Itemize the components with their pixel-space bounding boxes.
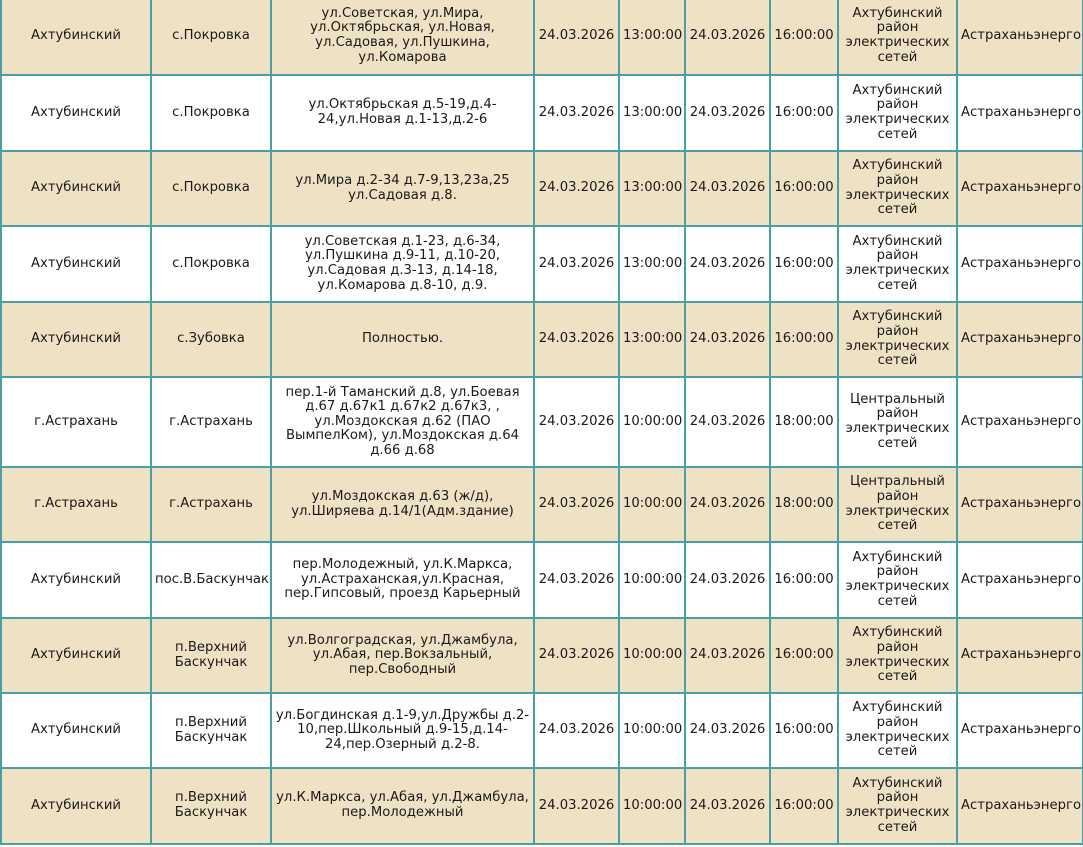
end-date-cell: 24.03.2026: [685, 467, 770, 542]
end-time-cell: 16:00:00: [770, 0, 838, 75]
district-cell: Ахтубинский: [1, 151, 151, 226]
district-cell: Ахтубинский: [1, 618, 151, 693]
settlement-cell: с.Покровка: [151, 151, 271, 226]
start-time-cell: 10:00:00: [619, 377, 685, 467]
settlement-cell: п.Верхний Баскунчак: [151, 618, 271, 693]
start-time-cell: 10:00:00: [619, 542, 685, 618]
network-district-cell: Ахтубинский район электрических сетей: [838, 693, 957, 768]
network-district-cell: Ахтубинский район электрических сетей: [838, 542, 957, 618]
start-time-cell: 10:00:00: [619, 693, 685, 768]
end-date-cell: 24.03.2026: [685, 618, 770, 693]
end-date-cell: 24.03.2026: [685, 693, 770, 768]
table-row: [1, 302, 1083, 377]
end-date-cell: 24.03.2026: [685, 377, 770, 467]
end-date-cell: 24.03.2026: [685, 226, 770, 302]
table-row: [1, 226, 1083, 302]
settlement-cell: с.Покровка: [151, 75, 271, 151]
end-date-cell: 24.03.2026: [685, 542, 770, 618]
company-cell: Астраханьэнерго: [957, 467, 1083, 542]
address-cell: ул.Волгоградская, ул.Джамбула, ул.Абая, пер.Вокзальный, пер.Свободный: [271, 618, 534, 693]
address-cell: ул.Советская д.1-23, д.6-34, ул.Пушкина д.9-11, д.10-20, ул.Садовая д.3-13, д.14-18, ул.Комарова д.8-10, д.9.: [271, 226, 534, 302]
company-cell: Астраханьэнерго: [957, 618, 1083, 693]
settlement-cell: г.Астрахань: [151, 377, 271, 467]
table-row: [1, 377, 1083, 467]
settlement-cell: п.Верхний Баскунчак: [151, 768, 271, 844]
address-cell: ул.Советская, ул.Мира, ул.Октябрьская, ул.Новая, ул.Садовая, ул.Пушкина, ул.Комарова: [271, 0, 534, 75]
address-cell: ул.К.Маркса, ул.Абая, ул.Джамбула, пер.Молодежный: [271, 768, 534, 844]
table-row: [1, 75, 1083, 151]
start-date-cell: 24.03.2026: [534, 377, 619, 467]
company-cell: Астраханьэнерго: [957, 151, 1083, 226]
settlement-cell: пос.В.Баскунчак: [151, 542, 271, 618]
district-cell: г.Астрахань: [1, 377, 151, 467]
table-row: [1, 151, 1083, 226]
end-date-cell: 24.03.2026: [685, 151, 770, 226]
address-cell: ул.Мира д.2-34 д.7-9,13,23а,25 ул.Садовая д.8.: [271, 151, 534, 226]
address-cell: ул.Богдинская д.1-9,ул.Дружбы д.2-10,пер.Школьный д.9-15,д.14-24,пер.Озерный д.2-8.: [271, 693, 534, 768]
district-cell: Ахтубинский: [1, 768, 151, 844]
start-time-cell: 13:00:00: [619, 151, 685, 226]
end-date-cell: 24.03.2026: [685, 0, 770, 75]
table-row: [1, 693, 1083, 768]
district-cell: Ахтубинский: [1, 75, 151, 151]
end-time-cell: 18:00:00: [770, 377, 838, 467]
district-cell: г.Астрахань: [1, 467, 151, 542]
start-time-cell: 10:00:00: [619, 768, 685, 844]
company-cell: Астраханьэнерго: [957, 768, 1083, 844]
end-time-cell: 16:00:00: [770, 75, 838, 151]
settlement-cell: с.Покровка: [151, 226, 271, 302]
district-cell: Ахтубинский: [1, 226, 151, 302]
network-district-cell: Ахтубинский район электрических сетей: [838, 226, 957, 302]
table-row: [1, 768, 1083, 844]
network-district-cell: Ахтубинский район электрических сетей: [838, 768, 957, 844]
company-cell: Астраханьэнерго: [957, 75, 1083, 151]
start-date-cell: 24.03.2026: [534, 0, 619, 75]
network-district-cell: Ахтубинский район электрических сетей: [838, 75, 957, 151]
district-cell: Ахтубинский: [1, 302, 151, 377]
outage-table-body: [1, 0, 1083, 844]
table-row: [1, 0, 1083, 75]
end-time-cell: 16:00:00: [770, 542, 838, 618]
district-cell: Ахтубинский: [1, 542, 151, 618]
network-district-cell: Ахтубинский район электрических сетей: [838, 151, 957, 226]
district-cell: Ахтубинский: [1, 0, 151, 75]
start-date-cell: 24.03.2026: [534, 618, 619, 693]
start-time-cell: 13:00:00: [619, 75, 685, 151]
start-time-cell: 13:00:00: [619, 302, 685, 377]
end-time-cell: 16:00:00: [770, 618, 838, 693]
end-date-cell: 24.03.2026: [685, 768, 770, 844]
table-row: [1, 467, 1083, 542]
settlement-cell: п.Верхний Баскунчак: [151, 693, 271, 768]
address-cell: пер.Молодежный, ул.К.Маркса, ул.Астраханская,ул.Красная, пер.Гипсовый, проезд Карьерный: [271, 542, 534, 618]
network-district-cell: Ахтубинский район электрических сетей: [838, 0, 957, 75]
settlement-cell: с.Покровка: [151, 0, 271, 75]
settlement-cell: г.Астрахань: [151, 467, 271, 542]
district-cell: Ахтубинский: [1, 693, 151, 768]
company-cell: Астраханьэнерго: [957, 226, 1083, 302]
start-time-cell: 13:00:00: [619, 0, 685, 75]
start-date-cell: 24.03.2026: [534, 302, 619, 377]
network-district-cell: Ахтубинский район электрических сетей: [838, 302, 957, 377]
company-cell: Астраханьэнерго: [957, 302, 1083, 377]
start-date-cell: 24.03.2026: [534, 226, 619, 302]
settlement-cell: с.Зубовка: [151, 302, 271, 377]
network-district-cell: Центральный район электрических сетей: [838, 377, 957, 467]
company-cell: Астраханьэнерго: [957, 377, 1083, 467]
start-time-cell: 10:00:00: [619, 467, 685, 542]
network-district-cell: Центральный район электрических сетей: [838, 467, 957, 542]
start-date-cell: 24.03.2026: [534, 768, 619, 844]
address-cell: пер.1-й Таманский д.8, ул.Боевая д.67 д.67к1 д.67к2 д.67к3, , ул.Моздокская д.62 (ПАО ВымпелКом), ул.Моздокская д.64 д.66 д.68: [271, 377, 534, 467]
start-date-cell: 24.03.2026: [534, 467, 619, 542]
start-date-cell: 24.03.2026: [534, 151, 619, 226]
start-time-cell: 10:00:00: [619, 618, 685, 693]
end-time-cell: 18:00:00: [770, 467, 838, 542]
address-cell: ул.Моздокская д.63 (ж/д), ул.Ширяева д.14/1(Адм.здание): [271, 467, 534, 542]
end-time-cell: 16:00:00: [770, 151, 838, 226]
company-cell: Астраханьэнерго: [957, 542, 1083, 618]
address-cell: ул.Октябрьская д.5-19,д.4-24,ул.Новая д.1-13,д.2-6: [271, 75, 534, 151]
network-district-cell: Ахтубинский район электрических сетей: [838, 618, 957, 693]
end-time-cell: 16:00:00: [770, 226, 838, 302]
table-row: [1, 542, 1083, 618]
table-row: [1, 618, 1083, 693]
end-date-cell: 24.03.2026: [685, 302, 770, 377]
start-date-cell: 24.03.2026: [534, 693, 619, 768]
end-time-cell: 16:00:00: [770, 693, 838, 768]
start-time-cell: 13:00:00: [619, 226, 685, 302]
company-cell: Астраханьэнерго: [957, 693, 1083, 768]
end-time-cell: 16:00:00: [770, 768, 838, 844]
end-time-cell: 16:00:00: [770, 302, 838, 377]
start-date-cell: 24.03.2026: [534, 542, 619, 618]
company-cell: Астраханьэнерго: [957, 0, 1083, 75]
end-date-cell: 24.03.2026: [685, 75, 770, 151]
address-cell: Полностью.: [271, 302, 534, 377]
start-date-cell: 24.03.2026: [534, 75, 619, 151]
